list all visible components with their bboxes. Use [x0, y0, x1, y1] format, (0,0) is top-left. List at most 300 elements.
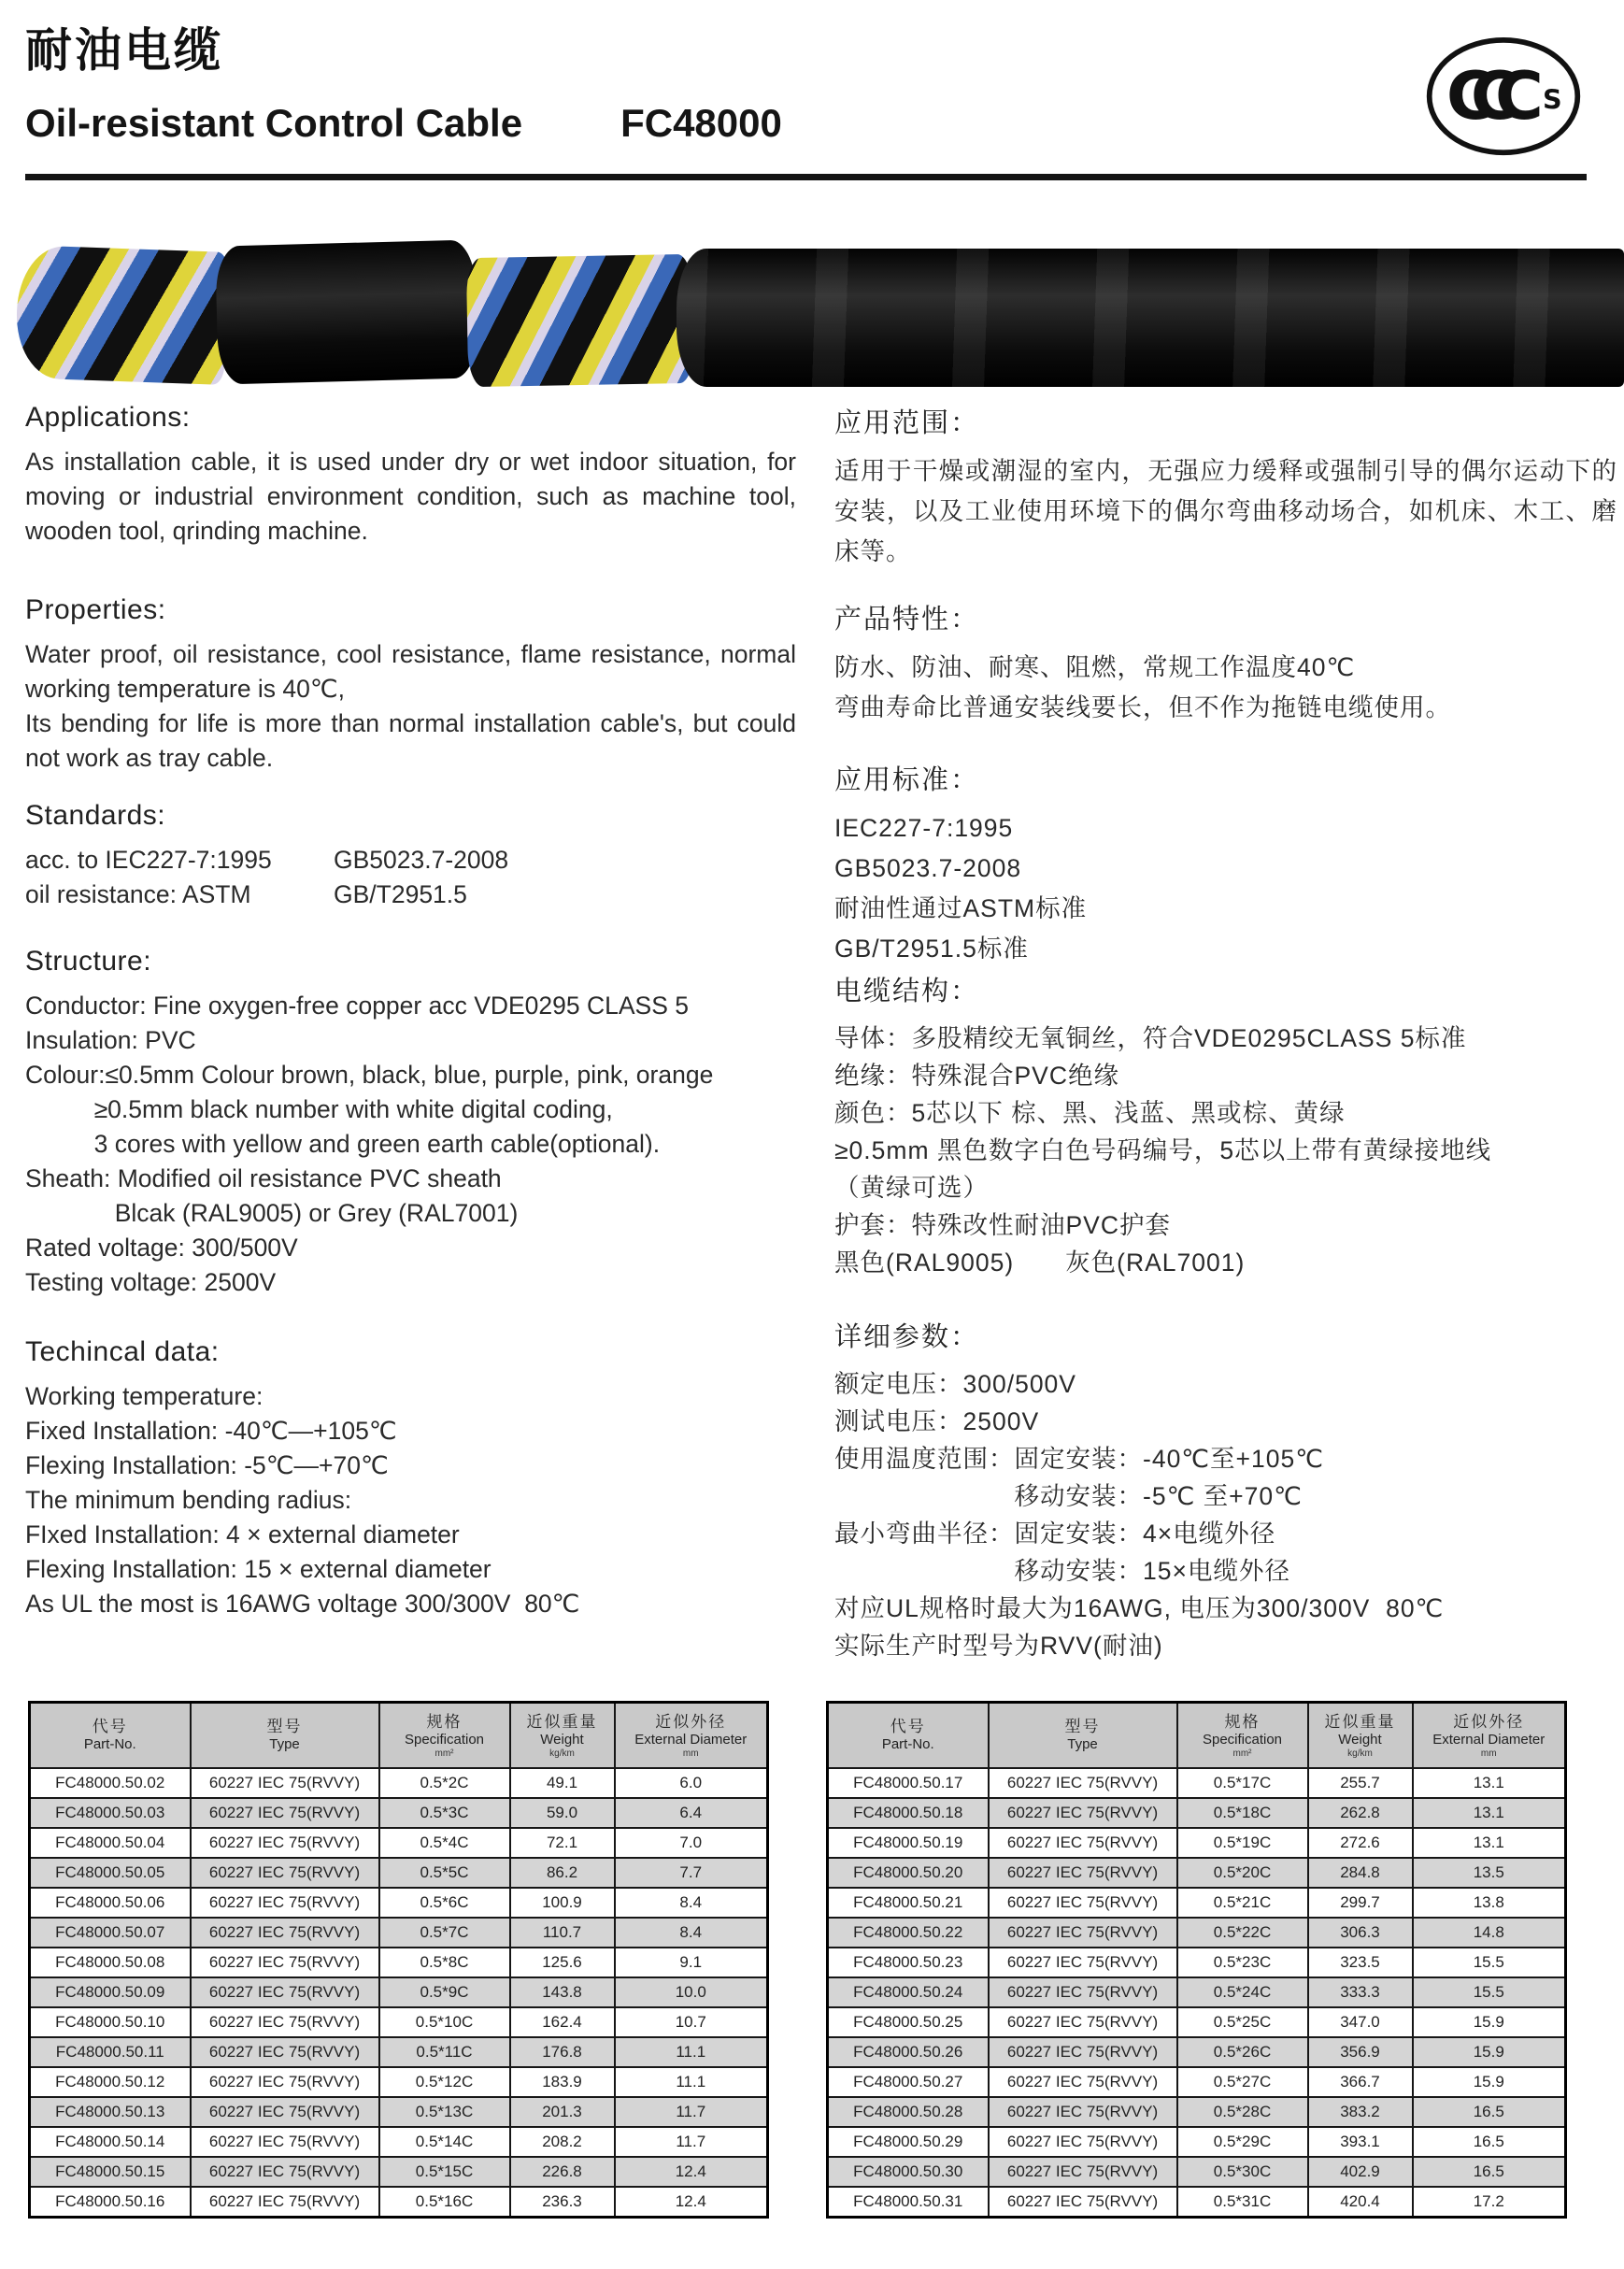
text-line: （黄绿可选）	[834, 1174, 989, 1202]
texing-lines	[834, 648, 1617, 728]
page-title-row	[25, 101, 782, 146]
table-cell: 72.1	[510, 1828, 615, 1858]
header-en: External Diameter	[634, 1731, 748, 1748]
ccc-letters: CCC	[1446, 56, 1520, 135]
table-cell: 0.5*12C	[379, 2067, 510, 2097]
text-line: 颜色：5芯以下 棕、黑、浅蓝、黑或棕、黄绿	[834, 1099, 1346, 1127]
standards-pair-row	[25, 843, 796, 878]
table-cell: 11.1	[615, 2067, 768, 2097]
header-zh: 代号	[890, 1718, 926, 1735]
section-xiangxi-canshu	[834, 1316, 1617, 1664]
section-dianlan-jiegou	[834, 970, 1617, 1281]
header-en: Specification	[404, 1731, 485, 1748]
table-cell: 16.5	[1413, 2157, 1566, 2187]
table-cell: 11.1	[615, 2037, 768, 2067]
table-row	[828, 2097, 1566, 2127]
table-cell: 60227 IEC 75(RVVY)	[191, 1858, 379, 1888]
table-header-cell	[191, 1703, 379, 1769]
table-cell: 0.5*21C	[1177, 1888, 1308, 1918]
table-cell: 284.8	[1308, 1858, 1413, 1888]
header-unit: kg/km	[549, 1748, 575, 1759]
table-cell: FC48000.50.24	[828, 1977, 989, 2007]
header-en: Weight	[1338, 1731, 1382, 1748]
table-cell: 356.9	[1308, 2037, 1413, 2067]
table-cell: FC48000.50.10	[30, 2007, 191, 2037]
table-cell: 0.5*13C	[379, 2097, 510, 2127]
text-line: 移动安装：15×电缆外径	[834, 1557, 1290, 1585]
table-cell: 0.5*31C	[1177, 2187, 1308, 2218]
table-cell: 17.2	[1413, 2187, 1566, 2218]
table-cell: 0.5*4C	[379, 1828, 510, 1858]
table-cell: 60227 IEC 75(RVVY)	[191, 1888, 379, 1918]
text-line: 移动安装：-5℃ 至+70℃	[834, 1482, 1303, 1510]
header-divider	[25, 174, 1587, 180]
table-row	[30, 2067, 768, 2097]
text-line: ≥0.5mm 黑色数字白色号码编号，5芯以上带有黄绿接地线	[834, 1136, 1492, 1164]
table-cell: 0.5*7C	[379, 1918, 510, 1948]
table-cell: 60227 IEC 75(RVVY)	[191, 2007, 379, 2037]
section-heading: Structure:	[25, 946, 152, 977]
table-cell: 60227 IEC 75(RVVY)	[191, 1768, 379, 1798]
table-cell: FC48000.50.09	[30, 1977, 191, 2007]
table-row	[30, 1828, 768, 1858]
text-line: 最小弯曲半径：固定安装：4×电缆外径	[834, 1520, 1276, 1548]
table-cell: FC48000.50.03	[30, 1798, 191, 1828]
table-row	[828, 1977, 1566, 2007]
text-line: Colour:≤0.5mm Colour brown, black, blue, purple, pink, orange	[25, 1061, 714, 1089]
section-chanpin-texing	[834, 598, 1617, 728]
table-cell: 272.6	[1308, 1828, 1413, 1858]
section-yingyong-fanwei	[834, 402, 1617, 572]
table-cell: 8.4	[615, 1888, 768, 1918]
table-cell: FC48000.50.21	[828, 1888, 989, 1918]
table-cell: 7.7	[615, 1858, 768, 1888]
table-cell: 60227 IEC 75(RVVY)	[989, 2007, 1177, 2037]
table-cell: 402.9	[1308, 2157, 1413, 2187]
cable-exposed-cores-left	[15, 245, 229, 385]
header-zh: 规格	[426, 1712, 463, 1731]
paragraph-group	[25, 637, 796, 776]
table-cell: 110.7	[510, 1918, 615, 1948]
table-cell: 125.6	[510, 1948, 615, 1977]
text-line: 弯曲寿命比普通安装线要长，但不作为拖链电缆使用。	[834, 693, 1451, 721]
table-row	[828, 1798, 1566, 1828]
table-cell: 49.1	[510, 1768, 615, 1798]
spec-table-left	[28, 1701, 769, 2219]
table-cell: 60227 IEC 75(RVVY)	[989, 1798, 1177, 1828]
table-cell: FC48000.50.02	[30, 1768, 191, 1798]
table-cell: 9.1	[615, 1948, 768, 1977]
standards-pairs	[25, 843, 796, 912]
table-cell: 60227 IEC 75(RVVY)	[989, 1888, 1177, 1918]
table-cell: FC48000.50.11	[30, 2037, 191, 2067]
table-cell: 255.7	[1308, 1768, 1413, 1798]
section-heading: 应用标准：	[834, 765, 980, 795]
table-cell: 60227 IEC 75(RVVY)	[191, 1828, 379, 1858]
table-cell: 0.5*20C	[1177, 1858, 1308, 1888]
table-cell: FC48000.50.05	[30, 1858, 191, 1888]
page-title-en: Oil-resistant Control Cable	[25, 101, 523, 145]
table-cell: 0.5*5C	[379, 1858, 510, 1888]
technical-lines	[25, 1379, 796, 1621]
section-technical-data	[25, 1336, 796, 1621]
table-header-cell	[1413, 1703, 1566, 1769]
text-line: Fixed Installation: -40℃—+105℃	[25, 1417, 397, 1445]
text-line: acc. to IEC227-7:1995	[25, 846, 272, 874]
table-row	[30, 2037, 768, 2067]
table-cell: 143.8	[510, 1977, 615, 2007]
header-unit: mm	[1480, 1748, 1497, 1759]
table-cell: 226.8	[510, 2157, 615, 2187]
table-cell: FC48000.50.18	[828, 1798, 989, 1828]
header-zh: 近似重量	[526, 1712, 598, 1731]
table-cell: 162.4	[510, 2007, 615, 2037]
header-en: Part-No.	[881, 1736, 934, 1752]
table-cell: 60227 IEC 75(RVVY)	[191, 2067, 379, 2097]
text-line: As UL the most is 16AWG voltage 300/300V 80℃	[25, 1590, 580, 1618]
table-cell: FC48000.50.22	[828, 1918, 989, 1948]
table-cell: 0.5*15C	[379, 2157, 510, 2187]
spec-table-right	[826, 1701, 1567, 2219]
table-cell: 10.7	[615, 2007, 768, 2037]
text-line: ≥0.5mm black number with white digital coding,	[25, 1095, 613, 1123]
table-cell: 0.5*24C	[1177, 1977, 1308, 2007]
table-cell: 15.5	[1413, 1948, 1566, 1977]
table-row	[30, 1888, 768, 1918]
table-row	[30, 1918, 768, 1948]
text-line: Blcak (RAL9005) or Grey (RAL7001)	[25, 1199, 519, 1227]
text-line: Flexing Installation: 15 × external diameter	[25, 1555, 491, 1583]
table-cell: 60227 IEC 75(RVVY)	[191, 1948, 379, 1977]
table-header-cell	[1177, 1703, 1308, 1769]
table-cell: 60227 IEC 75(RVVY)	[191, 1798, 379, 1828]
table-cell: FC48000.50.27	[828, 2067, 989, 2097]
table-row	[828, 2157, 1566, 2187]
table-row	[30, 1768, 768, 1798]
table-body	[828, 1768, 1566, 2218]
table-row	[30, 1977, 768, 2007]
table-cell: 60227 IEC 75(RVVY)	[191, 2127, 379, 2157]
table-body	[30, 1768, 768, 2218]
table-cell: 14.8	[1413, 1918, 1566, 1948]
table-cell: 60227 IEC 75(RVVY)	[989, 1828, 1177, 1858]
table-cell: 60227 IEC 75(RVVY)	[989, 2097, 1177, 2127]
text-line: 护套：特殊改性耐油PVC护套	[834, 1211, 1171, 1239]
table-cell: FC48000.50.26	[828, 2037, 989, 2067]
table-cell: 60227 IEC 75(RVVY)	[989, 1948, 1177, 1977]
table-cell: 176.8	[510, 2037, 615, 2067]
table-cell: 60227 IEC 75(RVVY)	[989, 2037, 1177, 2067]
table-row	[828, 1888, 1566, 1918]
text-line: IEC227-7:1995	[834, 814, 1014, 842]
table-row	[828, 2187, 1566, 2218]
table-cell: 0.5*27C	[1177, 2067, 1308, 2097]
table-cell: 208.2	[510, 2127, 615, 2157]
table-cell: 60227 IEC 75(RVVY)	[191, 1977, 379, 2007]
table-cell: 13.1	[1413, 1798, 1566, 1828]
table-cell: 236.3	[510, 2187, 615, 2218]
table-cell: FC48000.50.17	[828, 1768, 989, 1798]
table-cell: 0.5*2C	[379, 1768, 510, 1798]
section-structure	[25, 946, 796, 1300]
table-cell: FC48000.50.12	[30, 2067, 191, 2097]
section-properties	[25, 594, 796, 776]
text-line: GB/T2951.5	[334, 880, 467, 908]
jiegou-lines	[834, 1020, 1617, 1281]
table-cell: 0.5*19C	[1177, 1828, 1308, 1858]
section-heading: 详细参数：	[834, 1322, 980, 1352]
header-zh: 近似外径	[1453, 1712, 1525, 1731]
table-cell: 11.7	[615, 2097, 768, 2127]
header-unit: kg/km	[1347, 1748, 1373, 1759]
text-line: 3 cores with yellow and green earth cable(optional).	[25, 1130, 661, 1158]
table-cell: 0.5*17C	[1177, 1768, 1308, 1798]
table-row	[828, 1768, 1566, 1798]
cable-sheath-segment	[215, 239, 478, 384]
text-line: 对应UL规格时最大为16AWG, 电压为300/300V 80℃	[834, 1594, 1445, 1622]
text-line: The minimum bending radius:	[25, 1486, 352, 1514]
section-heading: 电缆结构：	[834, 977, 980, 1006]
text-line: Rated voltage: 300/500V	[25, 1234, 298, 1262]
model-number: FC48000	[620, 101, 782, 145]
table-cell: 60227 IEC 75(RVVY)	[989, 1918, 1177, 1948]
table-header-cell	[379, 1703, 510, 1769]
table-row	[828, 2037, 1566, 2067]
table-cell: 100.9	[510, 1888, 615, 1918]
header-en: Weight	[540, 1731, 584, 1748]
table-cell: 60227 IEC 75(RVVY)	[191, 1918, 379, 1948]
table-cell: 201.3	[510, 2097, 615, 2127]
table-cell: 15.9	[1413, 2037, 1566, 2067]
table-cell: FC48000.50.13	[30, 2097, 191, 2127]
table-cell: 0.5*9C	[379, 1977, 510, 2007]
table-cell: 60227 IEC 75(RVVY)	[989, 2127, 1177, 2157]
table-row	[30, 2007, 768, 2037]
table-cell: 0.5*26C	[1177, 2037, 1308, 2067]
text-line: 实际生产时型号为RVV(耐油)	[834, 1632, 1163, 1660]
table-cell: 15.9	[1413, 2007, 1566, 2037]
table-row	[30, 1948, 768, 1977]
text-line: Insulation: PVC	[25, 1026, 196, 1054]
table-cell: 262.8	[1308, 1798, 1413, 1828]
table-cell: 13.8	[1413, 1888, 1566, 1918]
cable-sheath-long	[677, 249, 1624, 387]
paragraph: 适用于干燥或潮湿的室内，无强应力缓释或强制引导的偶尔运动下的安装，以及工业使用环境下的偶尔弯曲移动场合，如机床、木工、磨床等。	[834, 457, 1617, 565]
table-header-cell	[1308, 1703, 1413, 1769]
header-en: Part-No.	[83, 1736, 136, 1752]
table-cell: 60227 IEC 75(RVVY)	[989, 2067, 1177, 2097]
table-cell: 15.9	[1413, 2067, 1566, 2097]
table-cell: 60227 IEC 75(RVVY)	[191, 2097, 379, 2127]
table-cell: 0.5*14C	[379, 2127, 510, 2157]
table-header-row	[30, 1703, 768, 1769]
cable-photo	[0, 234, 1624, 402]
table-cell: 6.0	[615, 1768, 768, 1798]
table-cell: 306.3	[1308, 1918, 1413, 1948]
table-row	[828, 1828, 1566, 1858]
table-cell: 0.5*3C	[379, 1798, 510, 1828]
table-row	[30, 2187, 768, 2218]
ccc-certification-icon	[1423, 34, 1584, 161]
text-line: 导体：多股精绞无氧铜丝，符合VDE0295CLASS 5标准	[834, 1024, 1467, 1052]
table-header-cell	[30, 1703, 191, 1769]
text-line: 黑色(RAL9005) 灰色(RAL7001)	[834, 1249, 1246, 1277]
table-cell: 183.9	[510, 2067, 615, 2097]
table-row	[828, 2067, 1566, 2097]
table-cell: 16.5	[1413, 2097, 1566, 2127]
table-header-cell	[615, 1703, 768, 1769]
section-heading: 产品特性：	[834, 605, 980, 635]
header-zh: 代号	[92, 1718, 128, 1735]
text-line: GB5023.7-2008	[334, 846, 509, 874]
table-row	[828, 1918, 1566, 1948]
table-cell: FC48000.50.23	[828, 1948, 989, 1977]
table-cell: 12.4	[615, 2187, 768, 2218]
table-cell: 13.5	[1413, 1858, 1566, 1888]
section-heading: 应用范围：	[834, 408, 980, 438]
section-standards	[25, 800, 796, 912]
table-cell: 0.5*30C	[1177, 2157, 1308, 2187]
section-yingyong-biaozhun	[834, 759, 1617, 969]
table-cell: 0.5*22C	[1177, 1918, 1308, 1948]
table-cell: 12.4	[615, 2157, 768, 2187]
table-cell: 60227 IEC 75(RVVY)	[989, 1768, 1177, 1798]
biaozhun-lines	[834, 808, 1617, 969]
section-heading: Standards:	[25, 800, 166, 831]
text-line: Sheath: Modified oil resistance PVC sheath	[25, 1164, 502, 1192]
header-en: External Diameter	[1432, 1731, 1546, 1748]
paragraph: Water proof, oil resistance, cool resistance, flame resistance, normal working temperature is 40℃,	[25, 640, 796, 703]
table-cell: FC48000.50.07	[30, 1918, 191, 1948]
paragraph: Its bending for life is more than normal installation cable's, but could not work as tray cable.	[25, 709, 796, 772]
standards-pair-row	[25, 878, 796, 912]
table-cell: 333.3	[1308, 1977, 1413, 2007]
header-zh: 型号	[1064, 1718, 1101, 1735]
header-en: Specification	[1202, 1731, 1283, 1748]
table-cell: 7.0	[615, 1828, 768, 1858]
table-cell: FC48000.50.15	[30, 2157, 191, 2187]
table-row	[30, 1858, 768, 1888]
section-heading: Properties:	[25, 594, 166, 625]
table-row	[30, 2127, 768, 2157]
table-cell: 11.7	[615, 2127, 768, 2157]
table-cell: 60227 IEC 75(RVVY)	[989, 2157, 1177, 2187]
text-line: 使用温度范围：固定安装：-40℃至+105℃	[834, 1445, 1325, 1473]
text-line: GB5023.7-2008	[834, 854, 1022, 882]
table-cell: 0.5*8C	[379, 1948, 510, 1977]
table-cell: 10.0	[615, 1977, 768, 2007]
table-cell: 16.5	[1413, 2127, 1566, 2157]
table-cell: FC48000.50.29	[828, 2127, 989, 2157]
page-title-zh: 耐油电缆	[25, 24, 223, 77]
table-cell: FC48000.50.30	[828, 2157, 989, 2187]
table-row	[828, 2127, 1566, 2157]
table-cell: 393.1	[1308, 2127, 1413, 2157]
table-cell: 299.7	[1308, 1888, 1413, 1918]
table-cell: 383.2	[1308, 2097, 1413, 2127]
text-line: Working temperature:	[25, 1382, 264, 1410]
table-cell: 13.1	[1413, 1828, 1566, 1858]
table-cell: 0.5*10C	[379, 2007, 510, 2037]
table-header-cell	[828, 1703, 989, 1769]
table-cell: FC48000.50.28	[828, 2097, 989, 2127]
table-cell: 8.4	[615, 1918, 768, 1948]
table-cell: 0.5*6C	[379, 1888, 510, 1918]
table-cell: 60227 IEC 75(RVVY)	[191, 2187, 379, 2218]
table-header-cell	[510, 1703, 615, 1769]
table-row	[30, 2097, 768, 2127]
table-cell: 59.0	[510, 1798, 615, 1828]
table-row	[30, 1798, 768, 1828]
structure-lines	[25, 989, 796, 1300]
table-cell: 347.0	[1308, 2007, 1413, 2037]
table-cell: 0.5*29C	[1177, 2127, 1308, 2157]
table-cell: FC48000.50.08	[30, 1948, 191, 1977]
text-line: Testing voltage: 2500V	[25, 1268, 277, 1296]
header-unit: mm	[682, 1748, 699, 1759]
canshu-lines	[834, 1365, 1617, 1664]
table-row	[30, 2157, 768, 2187]
text-line: 耐油性通过ASTM标准	[834, 894, 1088, 922]
paragraph: As installation cable, it is used under dry or wet indoor situation, for moving or industrial environment condition, such as machine tool, wooden tool, qrinding machine.	[25, 448, 796, 545]
header-unit: mm²	[434, 1748, 454, 1759]
table-cell: FC48000.50.31	[828, 2187, 989, 2218]
table-cell: FC48000.50.19	[828, 1828, 989, 1858]
table-cell: 0.5*18C	[1177, 1798, 1308, 1828]
header-unit: mm²	[1232, 1748, 1252, 1759]
ccc-s-letter: S	[1543, 83, 1562, 116]
table-cell: 13.1	[1413, 1768, 1566, 1798]
header-zh: 近似外径	[655, 1712, 727, 1731]
text-line: 防水、防油、耐寒、阻燃，常规工作温度40℃	[834, 653, 1356, 681]
table-row	[828, 2007, 1566, 2037]
text-line: 绝缘：特殊混合PVC绝缘	[834, 1062, 1119, 1090]
table-row	[828, 1948, 1566, 1977]
table-cell: 6.4	[615, 1798, 768, 1828]
table-cell: FC48000.50.16	[30, 2187, 191, 2218]
text-line: oil resistance: ASTM	[25, 880, 251, 908]
text-line: GB/T2951.5标准	[834, 935, 1029, 963]
table-cell: 60227 IEC 75(RVVY)	[191, 2037, 379, 2067]
table-cell: 60227 IEC 75(RVVY)	[191, 2157, 379, 2187]
table-cell: FC48000.50.14	[30, 2127, 191, 2157]
text-line: Flexing Installation: -5℃—+70℃	[25, 1451, 389, 1479]
table-cell: 60227 IEC 75(RVVY)	[989, 2187, 1177, 2218]
text-line: FIxed Installation: 4 × external diameter	[25, 1520, 460, 1548]
table-cell: 0.5*28C	[1177, 2097, 1308, 2127]
table-cell: FC48000.50.20	[828, 1858, 989, 1888]
header-zh: 近似重量	[1324, 1712, 1396, 1731]
table-header-row	[828, 1703, 1566, 1769]
table-cell: 0.5*11C	[379, 2037, 510, 2067]
section-heading: Techincal data:	[25, 1336, 220, 1367]
table-cell: 0.5*16C	[379, 2187, 510, 2218]
header-en: Type	[1067, 1736, 1098, 1752]
section-applications	[25, 402, 796, 549]
table-row	[828, 1858, 1566, 1888]
text-line: 测试电压：2500V	[834, 1407, 1040, 1435]
table-cell: 15.5	[1413, 1977, 1566, 2007]
header-zh: 型号	[266, 1718, 303, 1735]
table-cell: FC48000.50.04	[30, 1828, 191, 1858]
cable-exposed-cores-middle	[466, 254, 694, 387]
table-header-cell	[989, 1703, 1177, 1769]
table-cell: 420.4	[1308, 2187, 1413, 2218]
section-heading: Applications:	[25, 402, 191, 433]
header-zh: 规格	[1224, 1712, 1261, 1731]
table-cell: 86.2	[510, 1858, 615, 1888]
text-line: 额定电压：300/500V	[834, 1370, 1076, 1398]
